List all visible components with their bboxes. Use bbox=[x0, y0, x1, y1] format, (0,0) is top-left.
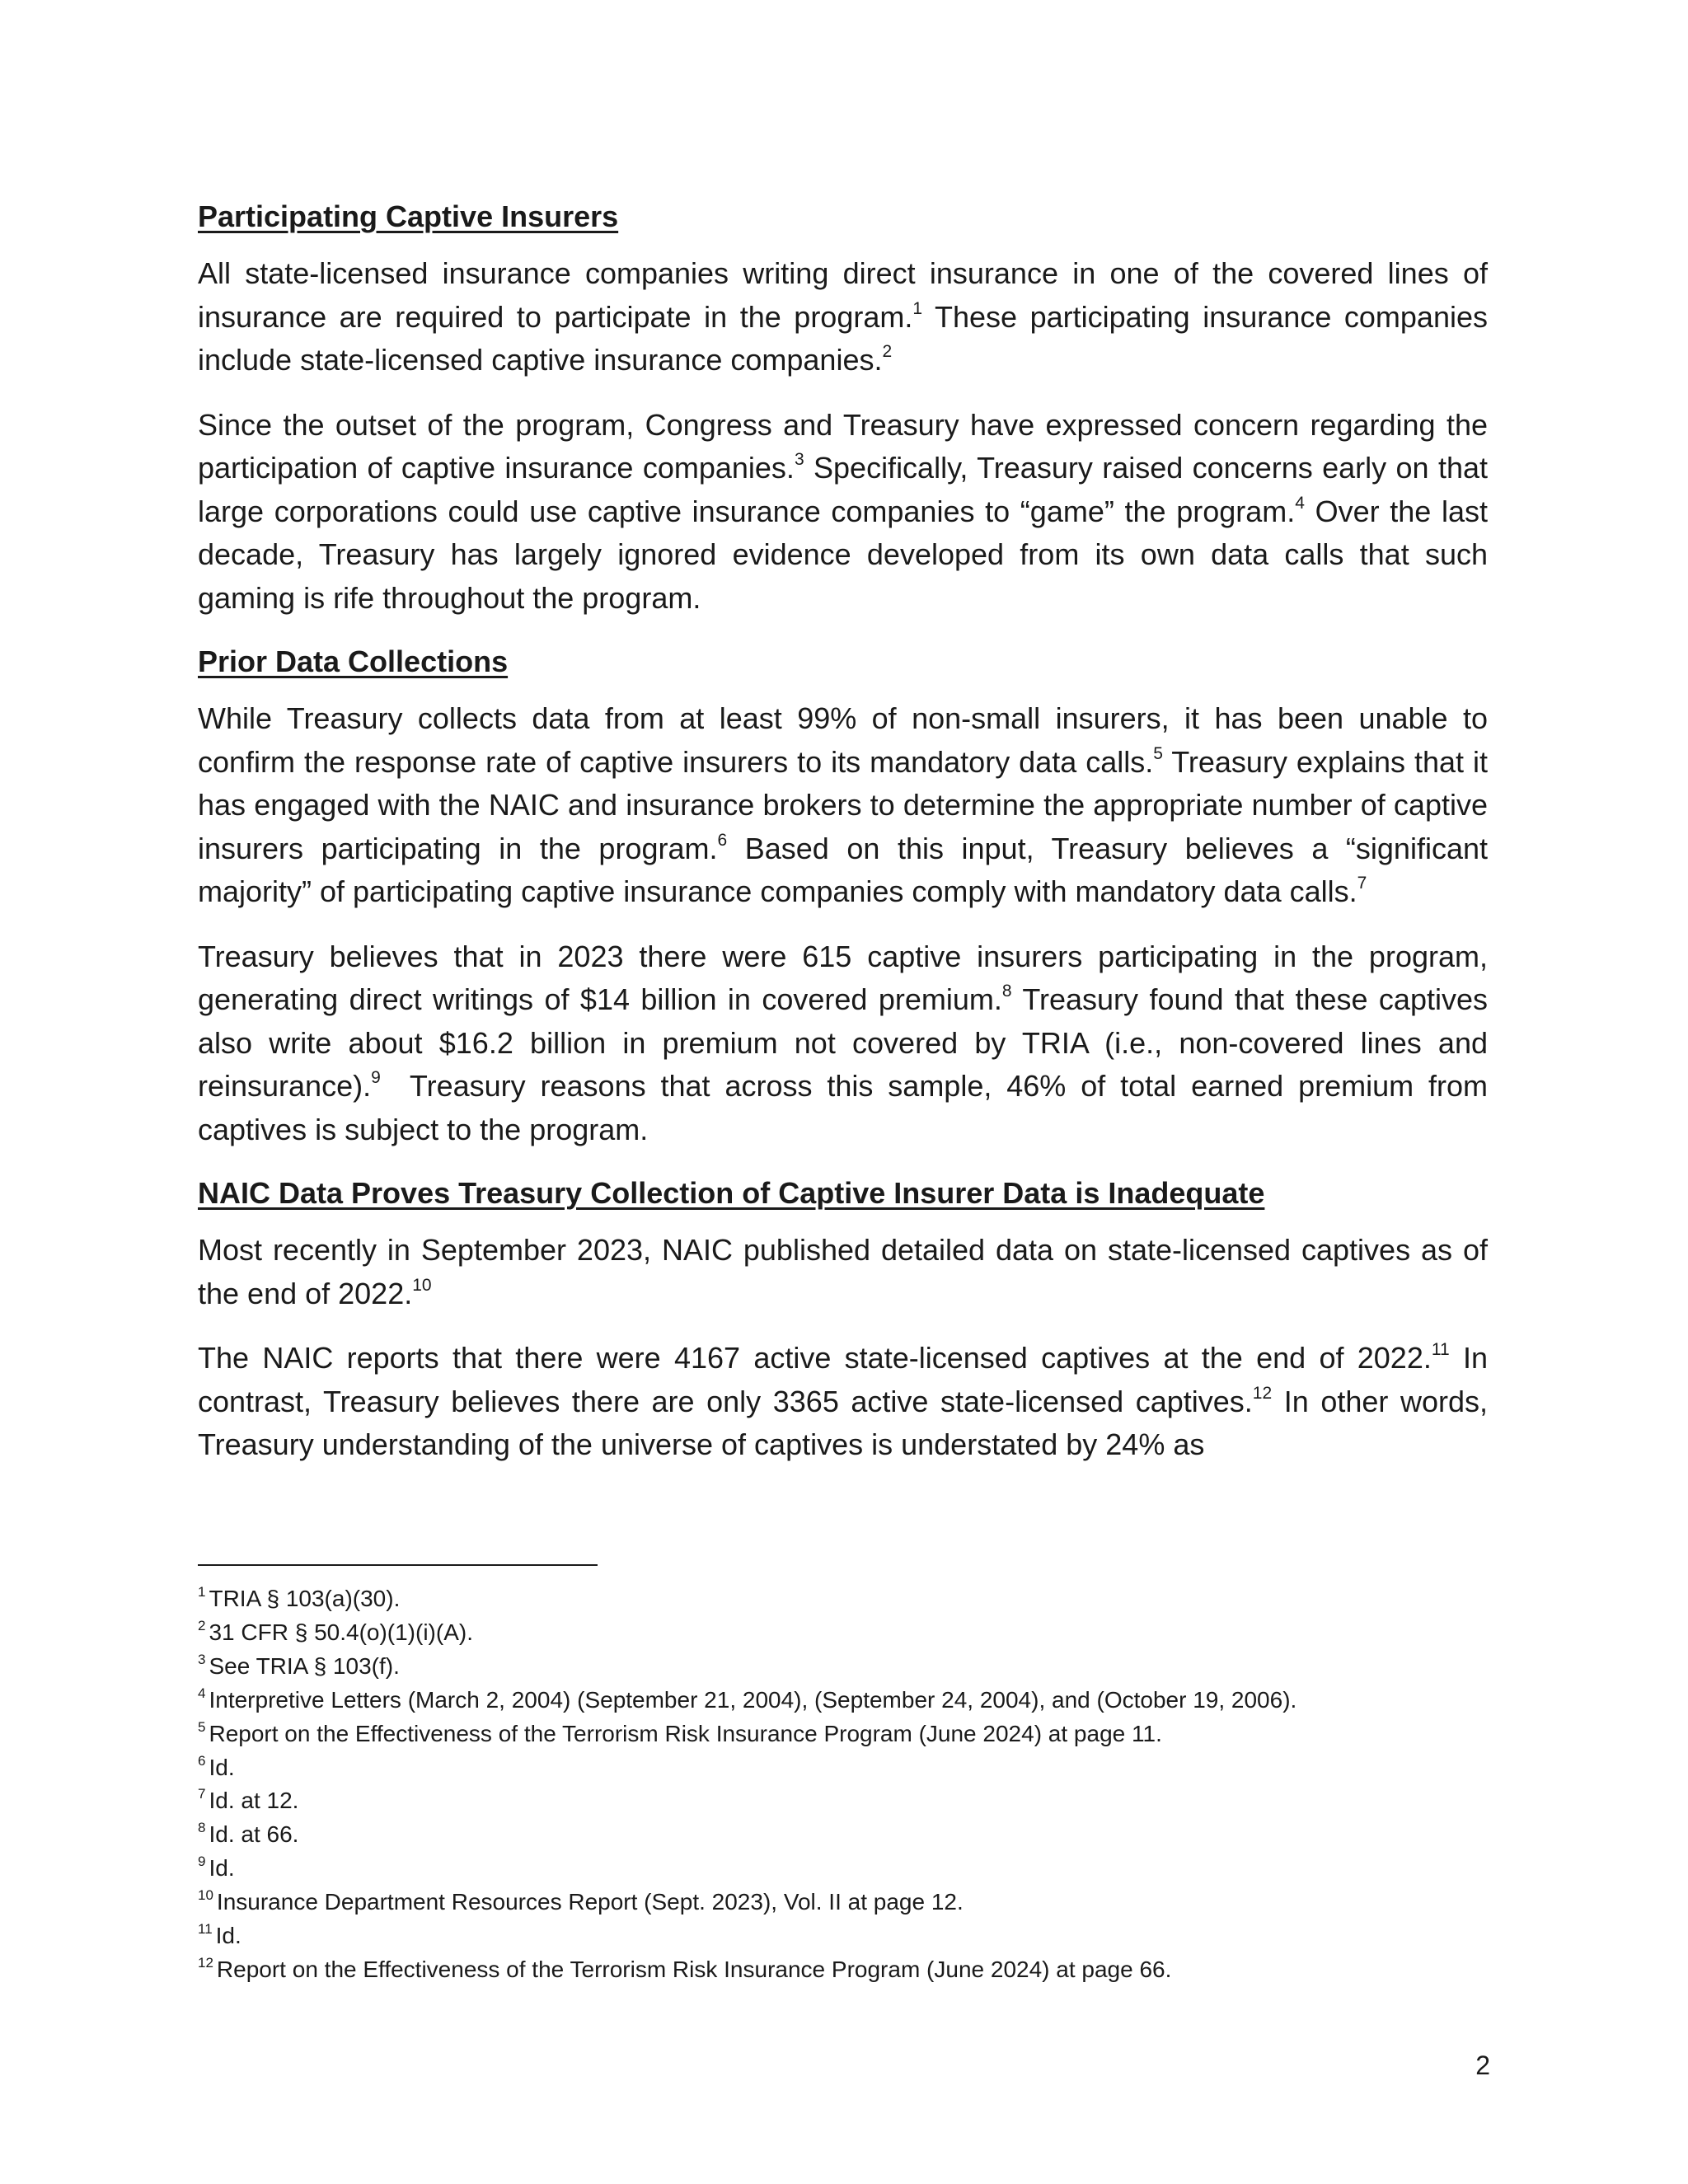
footnote-ref[interactable]: 2 bbox=[882, 342, 893, 361]
footnote: $^2$ 31 CFR § 50.4(o)(1)(i)(A). bbox=[198, 1617, 473, 1645]
footnote-number: 1 bbox=[198, 1584, 206, 1600]
footnote-ref[interactable]: 7 bbox=[1357, 874, 1367, 893]
footnote-number: 10 bbox=[198, 1887, 213, 1904]
footnote-number: 5 bbox=[198, 1718, 206, 1735]
footnote-ref[interactable]: 11 bbox=[1431, 1340, 1450, 1359]
body-paragraph: All state-licensed insurance companies writing direct insurance in one of the covered lines of insurance are required to participate in the program.$^1$ These participating insurance companies include state-licensed captive insurance companies.$^2$ bbox=[198, 256, 1488, 377]
body-paragraph: The NAIC reports that there were 4167 active state-licensed captives at the end of 2022.11 In contrast, Treasury believes there are only 3365 active state-licensed captives.$^{12}$ In other words, Treasury understanding of the universe of captives is understated by 24% as bbox=[198, 1340, 1488, 1461]
footnote-ref[interactable]: 10 bbox=[412, 1275, 432, 1295]
footnote-number: 3 bbox=[198, 1651, 206, 1667]
footnote-ref[interactable]: 8 bbox=[1001, 982, 1012, 1001]
footnote: $^1$ TRIA § 103(a)(30). bbox=[198, 1584, 401, 1611]
footnote-divider bbox=[198, 1564, 598, 1566]
footnote: $^8$ Id. at 66. bbox=[198, 1820, 299, 1848]
footnote: $^{12}$ Report on the Effectiveness of the Terrorism Risk Insurance Program (June 2024) at page 66. bbox=[198, 1954, 1172, 1982]
footnote-number: 9 bbox=[198, 1854, 206, 1870]
footnote: $^{10}$ Insurance Department Resources Report (Sept. 2023), Vol. II at page 12. bbox=[198, 1887, 964, 1915]
footnote: $^5$ Report on the Effectiveness of the Terrorism Risk Insurance Program (June 2024) at page 11. bbox=[198, 1718, 1162, 1746]
footnote-ref[interactable]: 12 bbox=[1252, 1383, 1273, 1403]
footnote-ref[interactable]: 1 bbox=[912, 298, 923, 318]
footnote-number: 12 bbox=[198, 1954, 213, 1971]
footnote-number: 7 bbox=[198, 1786, 206, 1802]
footnote-number: 2 bbox=[198, 1617, 206, 1633]
footnote-number: 11 bbox=[198, 1921, 213, 1938]
footnote: $^{11}$ Id. bbox=[198, 1921, 241, 1949]
footnote-number: 6 bbox=[198, 1752, 206, 1769]
footnote-ref[interactable]: 5 bbox=[1153, 743, 1163, 763]
footnote: $^7$ Id. at 12. bbox=[198, 1786, 299, 1814]
footnote: $^6$ Id. bbox=[198, 1752, 235, 1780]
footnote-ref[interactable]: 9 bbox=[371, 1068, 381, 1087]
footnotes bbox=[198, 1582, 1488, 1987]
body-paragraph: Most recently in September 2023, NAIC published detailed data on state-licensed captives as of the end of 2022.10 bbox=[198, 1233, 1488, 1310]
footnote-ref[interactable]: 4 bbox=[1295, 493, 1305, 513]
footnote: $^4$ Interpretive Letters (March 2, 2004) (September 21, 2004), (September 24, 2004), and (October 19, 2006). bbox=[198, 1685, 1297, 1713]
section-heading-naic-data: NAIC Data Proves Treasury Collection of Captive Insurer Data is Inadequate bbox=[198, 1176, 1265, 1210]
main-content bbox=[198, 196, 1497, 1488]
footnote-ref[interactable]: 6 bbox=[717, 830, 728, 850]
section-heading-prior-data-collections: Prior Data Collections bbox=[198, 644, 509, 678]
section-heading-participating-captive-insurers: Participating Captive Insurers bbox=[198, 199, 619, 233]
page-number: 2 bbox=[1475, 2050, 1490, 2080]
footnote-number: 8 bbox=[198, 1820, 206, 1836]
body-paragraph: Since the outset of the program, Congress and Treasury have expressed concern regarding the participation of captive insurance companies.$^3$ Specifically, Treasury raised concerns early on that large corporations could use captive insurance companies to “game” the program.$^4$ Over the last decade, Treasury has largely ignored evidence developed from its own data calls that such gaming is rife throughout the program. bbox=[198, 407, 1489, 615]
body-paragraph: Treasury believes that in 2023 there were 615 captive insurers participating in the program, generating direct writings of $14 billion in covered premium.$^8$ Treasury found that these captives also write about $16.2 billion in premium not covered by TRIA (i.e., non-covered lines and reinsurance).$^9$ Treasury reasons that across this sample, 46% of total earned premium from captives is subject to the program. bbox=[198, 939, 1497, 1146]
body-paragraph: While Treasury collects data from at least 99% of non-small insurers, it has been unable to confirm the response rate of captive insurers to its mandatory data calls.$^5$ Treasury explains that it has engaged with the NAIC and insurance brokers to determine the appropriate number of captive insurers participating in the program.$^6$ Based on this input, Treasury believes a “significant majority” of participating captive insurance companies comply with mandatory data calls.$^7$ bbox=[198, 701, 1489, 908]
footnote: $^9$ Id. bbox=[198, 1854, 235, 1882]
footnote-number: 4 bbox=[198, 1685, 206, 1701]
footnote-ref[interactable]: 3 bbox=[794, 450, 804, 469]
footnote: $^3$ See TRIA § 103(f). bbox=[198, 1651, 400, 1679]
